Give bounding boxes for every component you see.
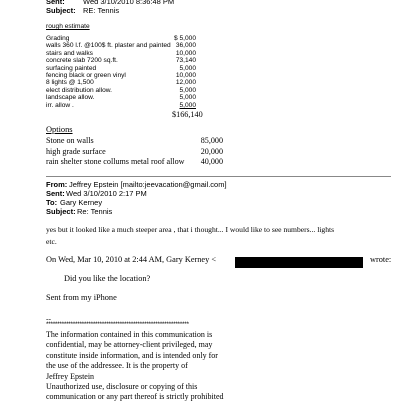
estimate-item-label: elect distribution allow. bbox=[46, 86, 112, 94]
redaction-box bbox=[235, 257, 363, 268]
to-label: To: bbox=[46, 198, 58, 207]
disclaimer-line: confidential, may be attorney-client privileged, may bbox=[46, 340, 213, 350]
option-item-amount: 20,000 bbox=[200, 146, 223, 156]
estimate-total: $166,140 bbox=[172, 110, 203, 119]
disclaimer-line: communication or any part thereof is strictly prohibited bbox=[46, 392, 224, 401]
option-item-amount: 40,000 bbox=[200, 157, 223, 166]
estimate-item-label: irr. allow . bbox=[46, 101, 74, 109]
signature: Sent from my iPhone bbox=[46, 293, 117, 302]
option-item-amount: 85,000 bbox=[200, 136, 223, 145]
estimate-item-amount: 12,000 bbox=[175, 79, 196, 87]
estimate-item-amount: 5,000 bbox=[179, 64, 196, 72]
sent-value: Wed 3/10/2010 8:36:48 PM bbox=[83, 0, 175, 6]
from-label: From: bbox=[46, 180, 68, 189]
disclaimer-line: constitute inside information, and is intended only for bbox=[46, 350, 218, 360]
estimate-item-label: walls 360 l.f. @100$ ft. plaster and painted bbox=[46, 42, 171, 50]
estimate-item-label: landscape allow. bbox=[46, 94, 95, 102]
estimate-item-label: fencing black or green vinyl bbox=[46, 72, 126, 79]
estimate-item-label: concrete slab 7200 sq.ft. bbox=[46, 57, 118, 65]
reply-sent-label: Sent: bbox=[46, 189, 65, 198]
estimate-item-amount: 5,000 bbox=[179, 86, 196, 94]
quote-intro: On Wed, Mar 10, 2010 at 2:44 AM, Gary Kerney < bbox=[46, 255, 216, 264]
options-title: Options bbox=[46, 125, 73, 134]
reply-subject-value: Re: Tennis bbox=[77, 207, 113, 216]
subject-label: Subject: bbox=[46, 6, 76, 15]
estimate-item-amount: 5,000 bbox=[179, 94, 196, 102]
estimate-item-amount: 10,000 bbox=[175, 72, 196, 79]
disclaimer-line: the use of the addressee. It is the property of bbox=[46, 361, 188, 371]
estimate-title: rough estimate bbox=[46, 23, 90, 30]
section-divider bbox=[46, 176, 391, 177]
estimate-item-amount: $ 5,000 bbox=[174, 35, 196, 42]
option-item-label: Stone on walls bbox=[46, 136, 94, 145]
subject-value: RE: Tennis bbox=[83, 6, 120, 15]
estimate-item-label: stairs and walks bbox=[46, 49, 93, 57]
separator-stars: **************************************************************** bbox=[46, 321, 189, 328]
estimate-item-amount: 36,000 bbox=[175, 42, 196, 50]
quote-intro-end: wrote: bbox=[370, 255, 392, 264]
disclaimer-line: Unauthorized use, disclosure or copying of this bbox=[46, 382, 198, 391]
estimate-item-label: 8 lights @ 1,500 bbox=[46, 79, 94, 87]
to-value: Gary Kerney bbox=[60, 198, 103, 207]
estimate-item-amount: 10,000 bbox=[175, 49, 196, 57]
estimate-item-label: Grading bbox=[46, 35, 70, 42]
reply-sent-value: Wed 3/10/2010 2:17 PM bbox=[66, 189, 147, 198]
estimate-item-amount: 73,140 bbox=[175, 57, 196, 65]
signature-dashes: -- bbox=[46, 314, 51, 323]
sent-label: Sent: bbox=[46, 0, 65, 6]
from-value: Jeffrey Epstein [mailto:jeevacation@gmail.com] bbox=[69, 180, 227, 189]
reply-subject-label: Subject: bbox=[46, 207, 76, 216]
quoted-text: Did you like the location? bbox=[64, 274, 151, 283]
body-line-2: etc. bbox=[46, 237, 57, 246]
option-item-label: high grade surface bbox=[46, 146, 106, 156]
body-line-1: yes but it looked like a much steeper area , that i thought... I would like to see numbers... lights bbox=[46, 225, 335, 234]
disclaimer-line: The information contained in this communication is bbox=[46, 330, 213, 339]
estimate-item-amount: 5,000 bbox=[179, 101, 196, 109]
option-item-label: rain shelter stone collums metal roof allow bbox=[46, 157, 185, 166]
disclaimer-line: Jeffrey Epstein bbox=[46, 371, 95, 381]
estimate-item-label: surfacing painted bbox=[46, 64, 97, 72]
